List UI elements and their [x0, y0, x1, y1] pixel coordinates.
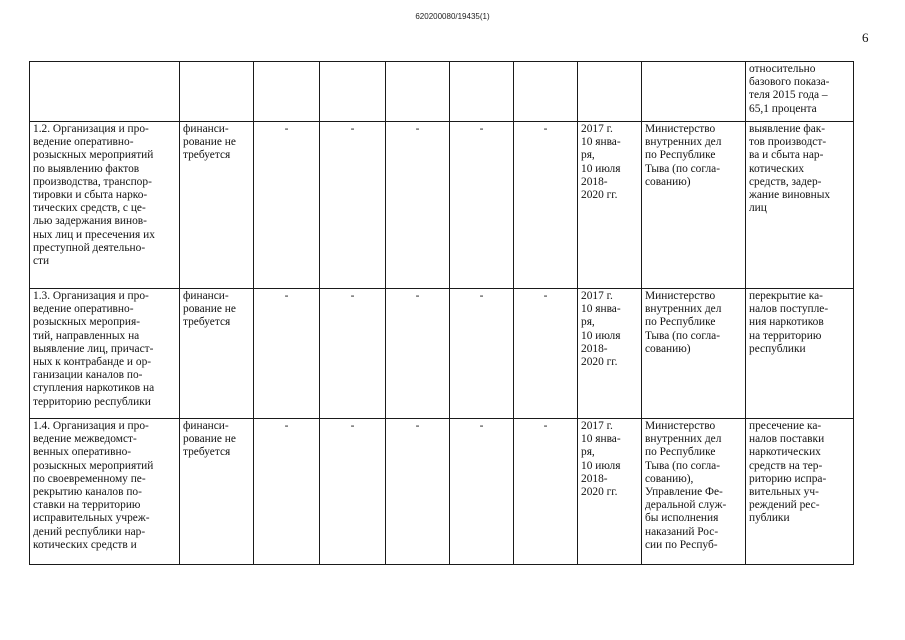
cell-empty: [320, 62, 386, 122]
cell-amount: -: [254, 122, 320, 289]
cell-amount: -: [254, 289, 320, 419]
cell-amount: -: [450, 122, 514, 289]
cell-empty: [450, 62, 514, 122]
cell-executors: Министерство внутренних дел по Республике Тыва (по согла- сованию): [642, 289, 746, 419]
table-row: [30, 289, 854, 419]
cell-terms: 2017 г. 10 янва- ря, 10 июля 2018- 2020 гг.: [578, 289, 642, 419]
page-number: 6: [862, 30, 869, 45]
cell-empty: [386, 62, 450, 122]
cell-terms: 2017 г. 10 янва- ря, 10 июля 2018- 2020 гг.: [578, 122, 642, 289]
measures-table: [29, 61, 854, 565]
cell-funding: финанси- рование не требуется: [180, 289, 254, 419]
cell-amount: -: [514, 122, 578, 289]
cell-amount: -: [450, 289, 514, 419]
cell-empty: [514, 62, 578, 122]
cell-result: выявление фак- тов производст- ва и сбыта нар- котических средств, задер- жание виновных лиц: [746, 122, 854, 289]
cell-amount: -: [514, 419, 578, 565]
cell-result: пресечение ка- налов поставки наркотических средств на тер- риторию испра- вительных уч- реждений рес- публики: [746, 419, 854, 565]
cell-amount: -: [450, 419, 514, 565]
cell-result: относительно базового показа- теля 2015 года – 65,1 процента: [746, 62, 854, 122]
cell-amount: -: [514, 289, 578, 419]
cell-result: перекрытие ка- налов поступле- ния наркотиков на территорию республики: [746, 289, 854, 419]
cell-amount: -: [254, 419, 320, 565]
cell-terms: 2017 г. 10 янва- ря, 10 июля 2018- 2020 гг.: [578, 419, 642, 565]
table-row: [30, 419, 854, 565]
table-row-continuation: [30, 62, 854, 122]
cell-measure: 1.2. Организация и про- ведение оперативно- розыскных мероприятий по выявлению фактов производства, транспор- тировки и сбыта нарко- тических средств, с це- лью задержания винов- ных лиц и пресечения их преступной деятельно- сти: [30, 122, 180, 289]
cell-empty: [180, 62, 254, 122]
cell-funding: финанси- рование не требуется: [180, 419, 254, 565]
cell-amount: -: [386, 289, 450, 419]
cell-executors: Министерство внутренних дел по Республике Тыва (по согла- сованию): [642, 122, 746, 289]
cell-amount: -: [320, 289, 386, 419]
cell-amount: -: [320, 419, 386, 565]
cell-empty: [254, 62, 320, 122]
cell-empty: [30, 62, 180, 122]
cell-measure: 1.3. Организация и про- ведение оперативно- розыскных мероприя- тий, направленных на выявление лиц, причаст- ных к контрабанде и ор- ганизации каналов по- ступления наркотиков на территорию республики: [30, 289, 180, 419]
cell-amount: -: [386, 419, 450, 565]
cell-funding: финанси- рование не требуется: [180, 122, 254, 289]
cell-executors: Министерство внутренних дел по Республике Тыва (по согла- сованию), Управление Фе- деральной служ- бы исполнения наказаний Рос- сии по Респуб-: [642, 419, 746, 565]
cell-empty: [578, 62, 642, 122]
cell-amount: -: [386, 122, 450, 289]
cell-measure: 1.4. Организация и про- ведение межведомст- венных оперативно- розыскных мероприятий по своевременному пе- рекрытию каналов по- ставки на территорию исправительных учреж- дений республики нар- котических средств и: [30, 419, 180, 565]
table-row: [30, 122, 854, 289]
cell-empty: [642, 62, 746, 122]
cell-amount: -: [320, 122, 386, 289]
document-id: 620200080/19435(1): [415, 12, 490, 21]
